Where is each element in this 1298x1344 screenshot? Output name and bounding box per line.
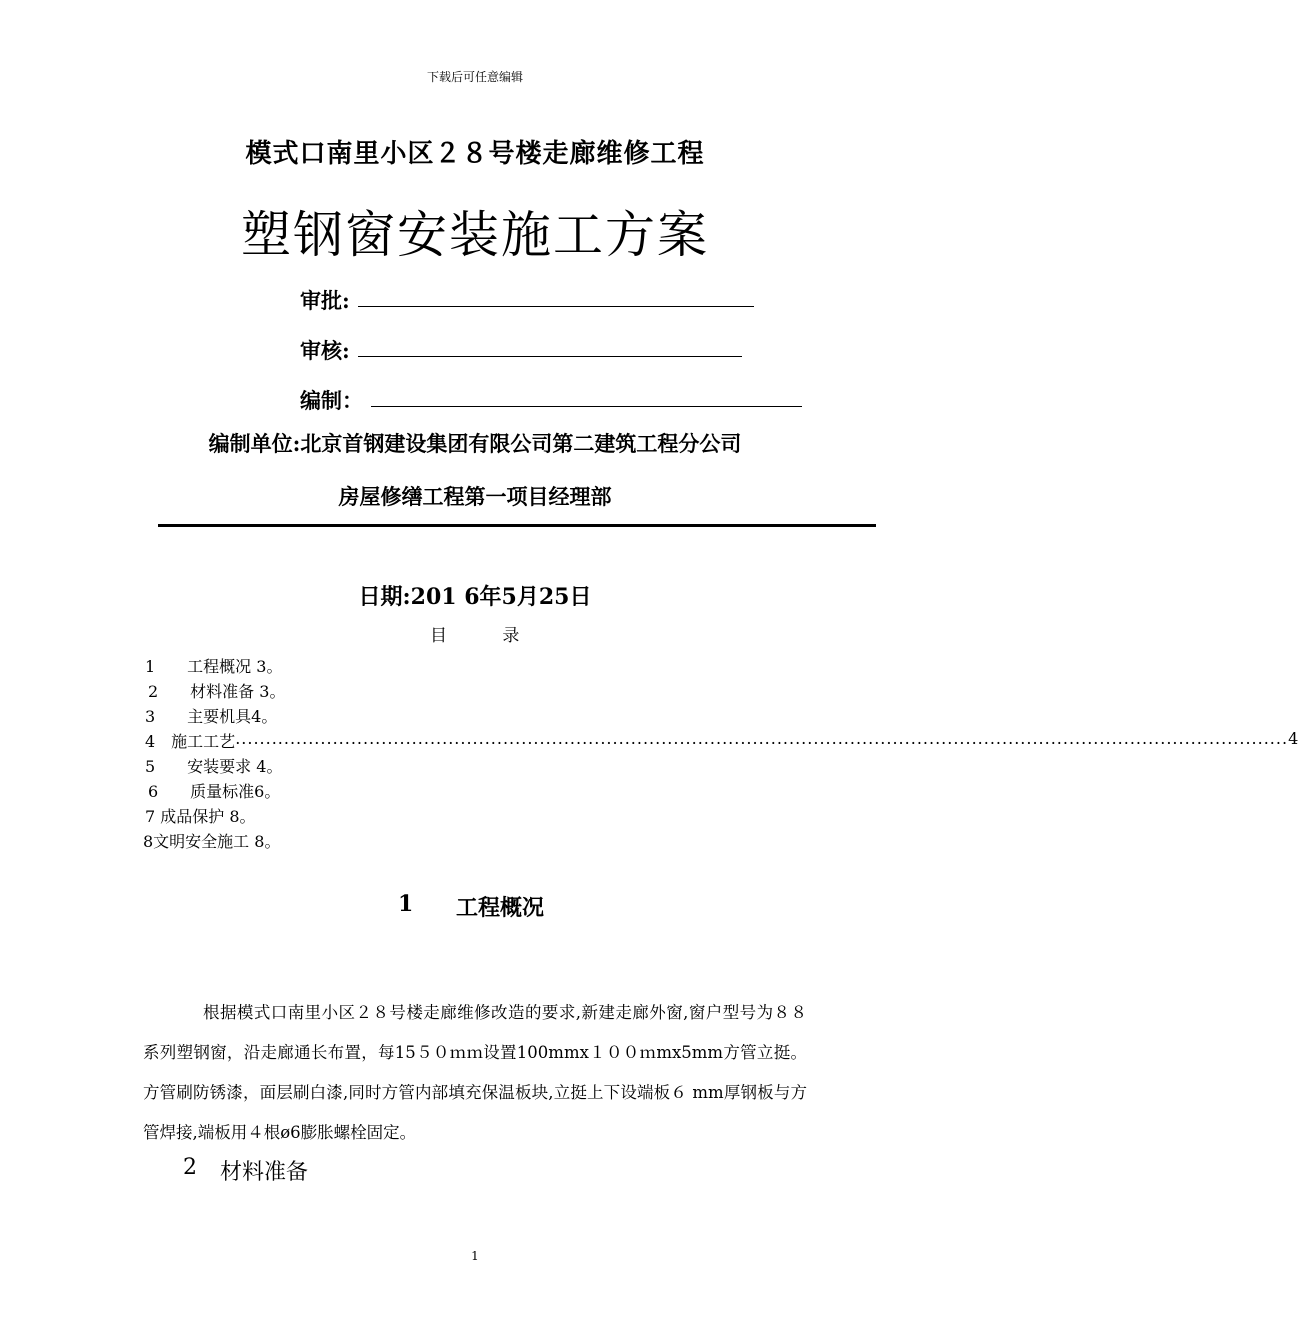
compile-label: 编制：	[300, 388, 363, 413]
document-date: 日期:201 6年5月25日	[358, 584, 592, 610]
toc-item[interactable]: 7 成品保护 8。	[145, 807, 256, 826]
main-title: 塑钢窗安装施工方案	[241, 206, 709, 264]
section-2-title: 材料准备	[220, 1160, 309, 1185]
section-1-title: 工程概况	[456, 895, 545, 921]
compile-signature-line	[371, 384, 802, 407]
approve-signature-line	[358, 284, 754, 307]
toc-leader-dots: .............................................................................................................................................................................	[235, 729, 1289, 748]
title-divider	[158, 524, 876, 527]
toc-item[interactable]: 6 质量标准6。	[148, 782, 281, 801]
section-1-body: 根据模式口南里小区２８号楼走廊维修改造的要求,新建走廊外窗,窗户型号为８８系列塑钢窗，沿走廊通长布置，每15５０ｍｍ设置100mmx１００ｍmx5mm方管立挺。方管刷防锈漆，面层刷白漆,同时方管内部填充保温板块,立挺上下设端板６ mm厚钢板与方管焊接,端板用４根ø6膨胀螺栓固定。	[143, 1003, 807, 1142]
toc-item-page: 4	[1288, 729, 1298, 748]
toc-item[interactable]: 1 工程概况 3。	[145, 657, 283, 676]
review-label: 审核:	[300, 338, 350, 363]
toc-item[interactable]	[145, 729, 1298, 752]
section-2-number: 2	[183, 1155, 197, 1180]
toc-item-label: 4 施工工艺	[145, 732, 236, 751]
approve-label: 审批:	[300, 288, 350, 313]
header-note: 下载后可任意编辑	[426, 70, 523, 84]
toc-item[interactable]: 2 材料准备 3。	[148, 682, 286, 701]
toc-item[interactable]: 3 主要机具4。	[145, 707, 278, 726]
review-signature-line	[358, 334, 742, 357]
compile-unit: 编制单位:北京首钢建设集团有限公司第二建筑工程分公司	[208, 431, 742, 456]
toc-item[interactable]: 5 安装要求 4。	[145, 757, 283, 776]
department: 房屋修缮工程第一项目经理部	[338, 484, 612, 509]
toc-heading: 目 录	[430, 626, 520, 646]
toc-item[interactable]: 8文明安全施工 8。	[143, 832, 281, 851]
section-1-number: 1	[398, 891, 414, 917]
project-title: 模式口南里小区２８号楼走廊维修工程	[245, 139, 705, 169]
page-number: 1	[471, 1249, 479, 1263]
